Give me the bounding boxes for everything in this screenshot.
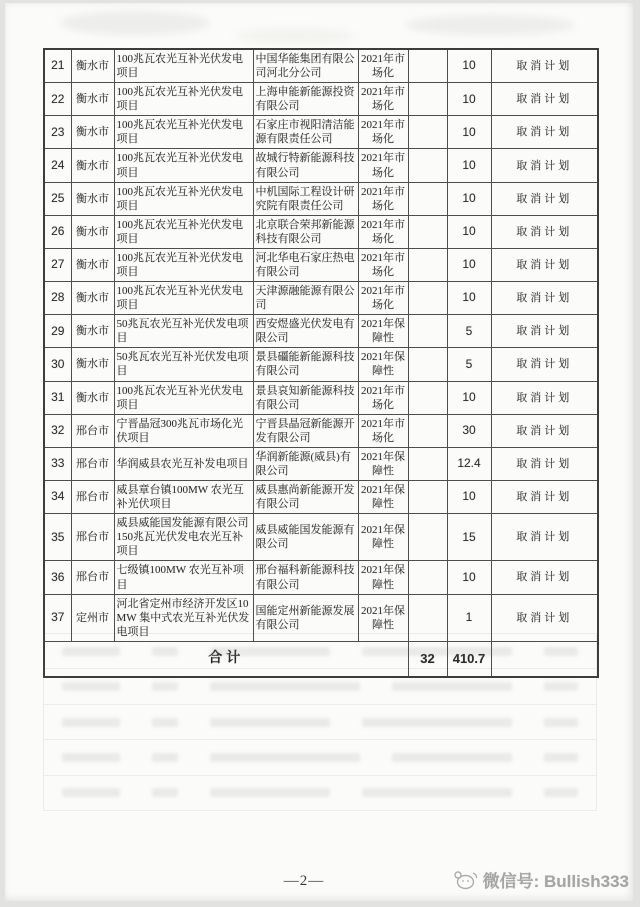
company-cell: 国能定州新能源发展有限公司 — [253, 594, 358, 641]
company-cell: 上海申能新能源投资有限公司 — [253, 83, 358, 116]
capacity-cell: 10 — [447, 215, 491, 248]
bleed-through-row — [43, 705, 597, 740]
bleed-through-row — [43, 776, 597, 811]
total-count-cell: 32 — [408, 641, 447, 677]
company-cell: 景县礓能新能源科技有限公司 — [253, 348, 358, 381]
city-cell: 邢台市 — [71, 414, 114, 447]
status-cell: 取消计划 — [491, 315, 598, 348]
capacity-cell: 5 — [447, 315, 491, 348]
scan-smudge — [235, 29, 355, 43]
table-row — [44, 381, 598, 414]
project-name-cell: 100兆瓦农光互补光伏发电项目 — [114, 182, 253, 215]
plan-type-cell: 2021年保障性 — [358, 481, 408, 514]
status-cell: 取消计划 — [491, 561, 598, 594]
company-cell: 中国华能集团有限公司河北分公司 — [253, 49, 358, 83]
row-number-cell: 21 — [44, 49, 71, 83]
capacity-cell: 15 — [447, 514, 491, 561]
plan-type-cell: 2021年市场化 — [358, 248, 408, 281]
plan-type-cell: 2021年保障性 — [358, 514, 408, 561]
plan-type-cell: 2021年保障性 — [358, 561, 408, 594]
plan-type-cell: 2021年市场化 — [358, 282, 408, 315]
capacity-cell: 10 — [447, 561, 491, 594]
table-row — [44, 116, 598, 149]
row-number-cell: 27 — [44, 248, 71, 281]
status-cell: 取消计划 — [491, 514, 598, 561]
plan-type-cell: 2021年市场化 — [358, 49, 408, 83]
row-number-cell: 33 — [44, 447, 71, 480]
city-cell: 邢台市 — [71, 514, 114, 561]
city-cell: 衡水市 — [71, 116, 114, 149]
project-name-cell: 宁晋晶冠300兆瓦市场化光伏项目 — [114, 414, 253, 447]
company-cell: 故城行特新能源科技有限公司 — [253, 149, 358, 182]
scan-smudge — [60, 11, 210, 35]
row-number-cell: 28 — [44, 282, 71, 315]
city-cell: 定州市 — [71, 594, 114, 641]
city-cell: 衡水市 — [71, 83, 114, 116]
row-number-cell: 30 — [44, 348, 71, 381]
city-cell: 衡水市 — [71, 282, 114, 315]
table-row — [44, 514, 598, 561]
capacity-cell: 1 — [447, 594, 491, 641]
capacity-cell: 10 — [447, 83, 491, 116]
status-cell: 取消计划 — [491, 182, 598, 215]
company-cell: 威县威能国发能源有限公司 — [253, 514, 358, 561]
row-number-cell: 34 — [44, 481, 71, 514]
row-number-cell: 37 — [44, 594, 71, 641]
city-cell: 衡水市 — [71, 149, 114, 182]
project-name-cell: 威县威能国发能源有限公司150兆瓦光伏发电农光互补项目 — [114, 514, 253, 561]
table-row — [44, 248, 598, 281]
blank-cell — [408, 514, 447, 561]
table-row — [44, 414, 598, 447]
capacity-cell: 12.4 — [447, 447, 491, 480]
plan-type-cell: 2021年保障性 — [358, 594, 408, 641]
project-name-cell: 100兆瓦农光互补光伏发电项目 — [114, 149, 253, 182]
row-number-cell: 24 — [44, 149, 71, 182]
blank-cell — [408, 414, 447, 447]
status-cell: 取消计划 — [491, 447, 598, 480]
plan-type-cell: 2021年市场化 — [358, 149, 408, 182]
table-row — [44, 49, 598, 83]
status-cell: 取消计划 — [491, 481, 598, 514]
status-cell: 取消计划 — [491, 215, 598, 248]
blank-cell — [408, 149, 447, 182]
capacity-cell: 10 — [447, 248, 491, 281]
company-cell: 天津源融能源有限公司 — [253, 282, 358, 315]
blank-cell — [408, 381, 447, 414]
capacity-cell: 5 — [447, 348, 491, 381]
row-number-cell: 22 — [44, 83, 71, 116]
plan-type-cell: 2021年市场化 — [358, 215, 408, 248]
table-row — [44, 447, 598, 480]
table-row — [44, 83, 598, 116]
status-cell: 取消计划 — [491, 282, 598, 315]
city-cell: 衡水市 — [71, 381, 114, 414]
row-number-cell: 31 — [44, 381, 71, 414]
blank-cell — [408, 116, 447, 149]
city-cell: 邢台市 — [71, 447, 114, 480]
project-name-cell: 100兆瓦农光互补光伏发电项目 — [114, 282, 253, 315]
project-name-cell: 河北省定州市经济开发区10MW 集中式农光互补光伏发电项目 — [114, 594, 253, 641]
table-row — [44, 348, 598, 381]
row-number-cell: 23 — [44, 116, 71, 149]
project-name-cell: 100兆瓦农光互补光伏发电项目 — [114, 83, 253, 116]
scanned-page — [5, 3, 633, 901]
project-name-cell: 100兆瓦农光互补光伏发电项目 — [114, 49, 253, 83]
blank-cell — [408, 182, 447, 215]
project-name-cell: 100兆瓦农光互补光伏发电项目 — [114, 248, 253, 281]
company-cell: 西安煜盛光伏发电有限公司 — [253, 315, 358, 348]
bleed-through-row — [43, 669, 597, 704]
city-cell: 邢台市 — [71, 481, 114, 514]
capacity-cell: 30 — [447, 414, 491, 447]
capacity-cell: 10 — [447, 49, 491, 83]
plan-type-cell: 2021年保障性 — [358, 348, 408, 381]
watermark — [452, 867, 629, 892]
company-cell: 华润新能源(威县)有限公司 — [253, 447, 358, 480]
row-number-cell: 35 — [44, 514, 71, 561]
status-cell: 取消计划 — [491, 116, 598, 149]
blank-cell — [408, 481, 447, 514]
capacity-cell: 10 — [447, 282, 491, 315]
table-row — [44, 149, 598, 182]
table-row — [44, 282, 598, 315]
status-cell: 取消计划 — [491, 248, 598, 281]
status-cell: 取消计划 — [491, 414, 598, 447]
city-cell: 衡水市 — [71, 248, 114, 281]
company-cell: 威县惠尚新能源开发有限公司 — [253, 481, 358, 514]
plan-type-cell: 2021年市场化 — [358, 414, 408, 447]
row-number-cell: 26 — [44, 215, 71, 248]
total-label-cell: 合计 — [44, 641, 408, 677]
capacity-cell: 10 — [447, 149, 491, 182]
table-row — [44, 481, 598, 514]
status-cell: 取消计划 — [491, 348, 598, 381]
company-cell: 中机国际工程设计研究院有限责任公司 — [253, 182, 358, 215]
city-cell: 衡水市 — [71, 182, 114, 215]
project-name-cell: 100兆瓦农光互补光伏发电项目 — [114, 215, 253, 248]
blank-cell — [408, 83, 447, 116]
plan-type-cell: 2021年市场化 — [358, 83, 408, 116]
bleed-through-artifact — [43, 633, 597, 811]
project-name-cell: 50兆瓦农光互补光伏发电项目 — [114, 315, 253, 348]
company-cell: 宁晋县晶冠新能源开发有限公司 — [253, 414, 358, 447]
status-cell: 取消计划 — [491, 83, 598, 116]
capacity-cell: 10 — [447, 481, 491, 514]
table-row — [44, 182, 598, 215]
row-number-cell: 25 — [44, 182, 71, 215]
blank-cell — [408, 348, 447, 381]
blank-cell — [408, 215, 447, 248]
blank-cell — [408, 561, 447, 594]
plan-type-cell: 2021年市场化 — [358, 116, 408, 149]
status-cell: 取消计划 — [491, 594, 598, 641]
capacity-cell: 10 — [447, 182, 491, 215]
bleed-through-row — [43, 633, 597, 669]
row-number-cell: 32 — [44, 414, 71, 447]
city-cell: 衡水市 — [71, 215, 114, 248]
table-row — [44, 561, 598, 594]
status-cell: 取消计划 — [491, 381, 598, 414]
page-number: —2— — [283, 873, 325, 889]
total-capacity-cell: 410.7 — [447, 641, 491, 677]
status-cell: 取消计划 — [491, 49, 598, 83]
table-row — [44, 315, 598, 348]
company-cell: 景县哀知新能源科技有限公司 — [253, 381, 358, 414]
capacity-cell: 10 — [447, 381, 491, 414]
row-number-cell: 36 — [44, 561, 71, 594]
blank-cell — [408, 447, 447, 480]
project-name-cell: 华润威县农光互补发电项目 — [114, 447, 253, 480]
project-name-cell: 100兆瓦农光互补光伏发电项目 — [114, 381, 253, 414]
watermark-text: 微信号: Bullish333 — [482, 872, 629, 891]
company-cell: 北京联合荣邦新能源科技有限公司 — [253, 215, 358, 248]
plan-type-cell: 2021年市场化 — [358, 381, 408, 414]
project-name-cell: 50兆瓦农光互补光伏发电项目 — [114, 348, 253, 381]
project-name-cell: 七级镇100MW 农光互补项目 — [114, 561, 253, 594]
blank-cell — [408, 248, 447, 281]
project-name-cell: 100兆瓦农光互补光伏发电项目 — [114, 116, 253, 149]
bleed-through-row — [43, 740, 597, 775]
project-name-cell: 威县章台镇100MW 农光互补光伏项目 — [114, 481, 253, 514]
row-number-cell: 29 — [44, 315, 71, 348]
company-cell: 邢台福科新能源科技有限公司 — [253, 561, 358, 594]
capacity-cell: 10 — [447, 116, 491, 149]
company-cell: 河北华电石家庄热电有限公司 — [253, 248, 358, 281]
status-cell: 取消计划 — [491, 149, 598, 182]
scan-smudge — [405, 15, 575, 35]
city-cell: 衡水市 — [71, 315, 114, 348]
plan-type-cell: 2021年保障性 — [358, 447, 408, 480]
company-cell: 石家庄市视阳清洁能源有限责任公司 — [253, 116, 358, 149]
city-cell: 衡水市 — [71, 348, 114, 381]
plan-type-cell: 2021年市场化 — [358, 182, 408, 215]
bull-face-icon — [452, 870, 478, 890]
table-row — [44, 215, 598, 248]
blank-cell — [408, 315, 447, 348]
city-cell: 邢台市 — [71, 561, 114, 594]
blank-cell — [408, 49, 447, 83]
blank-cell — [408, 282, 447, 315]
city-cell: 衡水市 — [71, 49, 114, 83]
project-cancellation-table — [43, 48, 599, 678]
plan-type-cell: 2021年保障性 — [358, 315, 408, 348]
